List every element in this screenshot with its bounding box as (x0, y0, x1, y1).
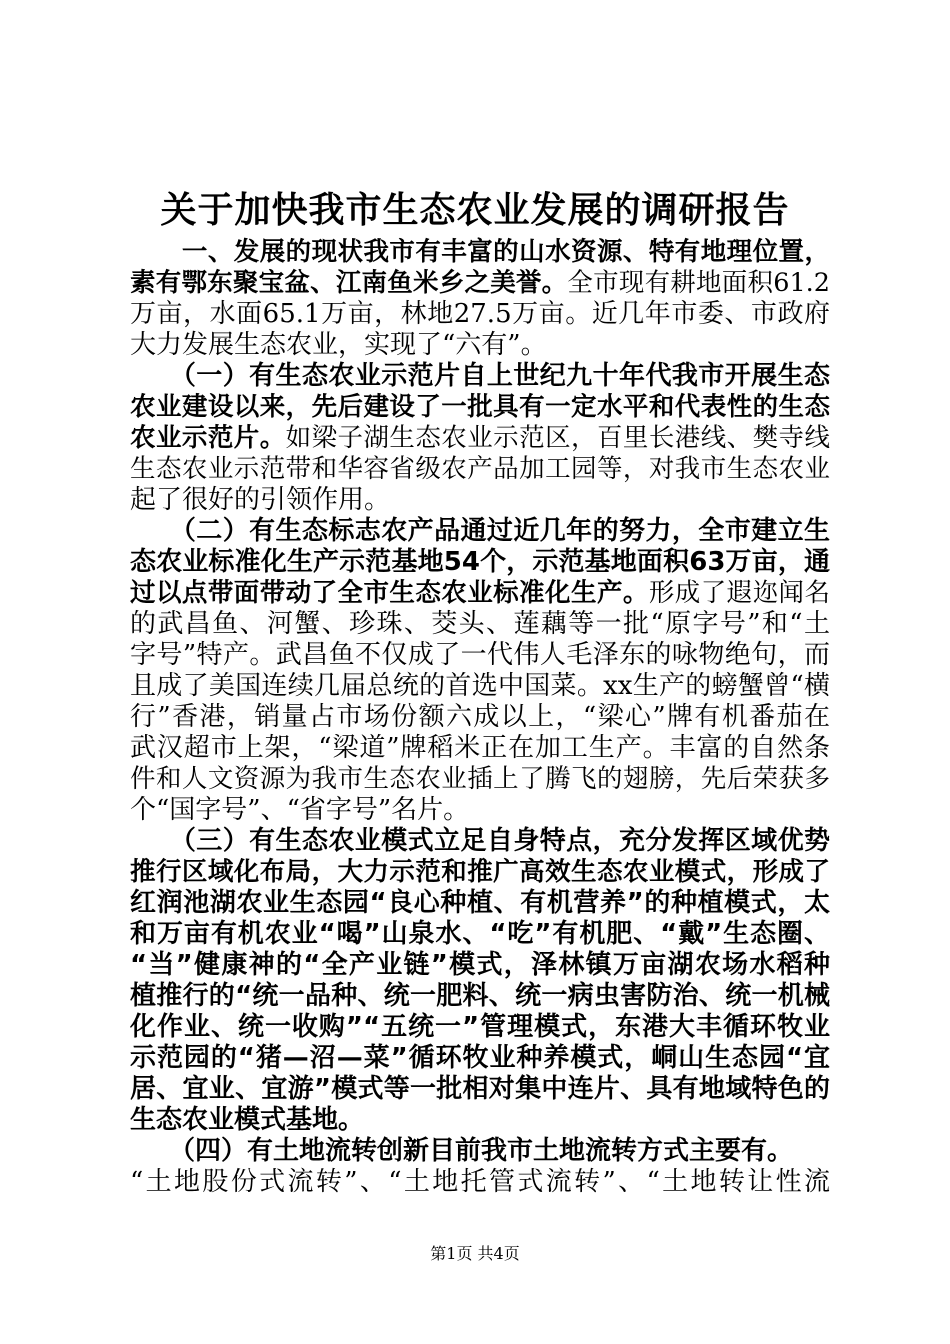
text-line: 起了很好的引领作用。 (130, 485, 391, 515)
text-line: 武汉超市上架，“梁道”牌稻米正在加工生产。丰富的自然条 (130, 733, 830, 763)
text-line: 字号”特产。武昌鱼不仅成了一代伟人毛泽东的咏物绝句，而 (130, 640, 830, 670)
text-line: 红润池湖农业生态园“良心种植、有机营养”的种植模式，太 (130, 888, 830, 918)
text-line: 生态农业示范带和华容省级农产品加工园等，对我市生态农业 (130, 454, 830, 484)
text-line: 植推行的“统一品种、统一肥料、统一病虫害防治、统一机械 (130, 981, 830, 1011)
text-line: （四）有土地流转创新目前我市土地流转方式主要有。 (130, 1136, 794, 1166)
page-footer: 第1页 共4页 (430, 1244, 520, 1263)
text-line: 居、宜业、宜游”模式等一批相对集中连片、具有地域特色的 (130, 1074, 830, 1104)
text-line: “当”健康神的“全产业链”模式，泽林镇万亩湖农场水稻种 (130, 950, 830, 980)
text-line (130, 268, 830, 299)
text-line: （三）有生态农业模式立足自身特点，充分发挥区域优势 (130, 826, 830, 856)
bold-segment: 农业示范片。 (130, 423, 286, 453)
text-line: 示范园的“猪—沼—菜”循环牧业种养模式，峒山生态园“宜 (130, 1043, 830, 1073)
text-line: 一、发展的现状我市有丰富的山水资源、特有地理位置， (130, 237, 830, 267)
text-line (130, 578, 830, 609)
text-line: “土地股份式流转”、“土地托管式流转”、“土地转让性流 (130, 1167, 830, 1197)
text-line (130, 423, 830, 454)
text-line: （二）有生态标志农产品通过近几年的努力，全市建立生 (130, 516, 830, 546)
text-line: 且成了美国连续几届总统的首选中国菜。xx生产的螃蟹曾“横 (130, 671, 830, 701)
text-line: 农业建设以来，先后建设了一批具有一定水平和代表性的生态 (130, 392, 830, 422)
text-line: 和万亩有机农业“喝”山泉水、“吃”有机肥、“戴”生态圈、 (130, 919, 830, 949)
text-line: 推行区域化布局，大力示范和推广高效生态农业模式，形成了 (130, 857, 830, 887)
text-line: 万亩，水面65.1万亩，林地27.5万亩。近几年市委、市政府 (130, 299, 830, 329)
text-line: 件和人文资源为我市生态农业插上了腾飞的翅膀，先后荣获多 (130, 764, 830, 794)
regular-segment: 如梁子湖生态农业示范区，百里长港线、樊寺线 (285, 423, 830, 453)
regular-segment: 全市现有耕地面积61.2 (567, 268, 830, 298)
document-body (130, 237, 830, 1198)
text-line: 大力发展生态农业，实现了“六有”。 (130, 330, 547, 360)
text-line: 行”香港，销量占市场份额六成以上，“梁心”牌有机番茄在 (130, 702, 830, 732)
text-line: 化作业、统一收购”“五统一”管理模式，东港大丰循环牧业 (130, 1012, 830, 1042)
text-line: 的武昌鱼、河蟹、珍珠、茭头、莲藕等一批“原字号”和“土 (130, 609, 830, 639)
text-line: 生态农业模式基地。 (130, 1105, 365, 1135)
document-title: 关于加快我市生态农业发展的调研报告 (160, 189, 790, 231)
bold-segment: 素有鄂东聚宝盆、江南鱼米乡之美誉。 (130, 268, 568, 298)
text-line: （一）有生态农业示范片自上世纪九十年代我市开展生态 (130, 361, 830, 391)
bold-segment: 过以点带面带动了全市生态农业标准化生产。 (130, 578, 649, 608)
regular-segment: 形成了遐迩闻名 (648, 578, 830, 608)
text-line: 个“国字号”、“省字号”名片。 (130, 795, 470, 825)
text-line: 态农业标准化生产示范基地54个，示范基地面积63万亩，通 (130, 547, 830, 577)
